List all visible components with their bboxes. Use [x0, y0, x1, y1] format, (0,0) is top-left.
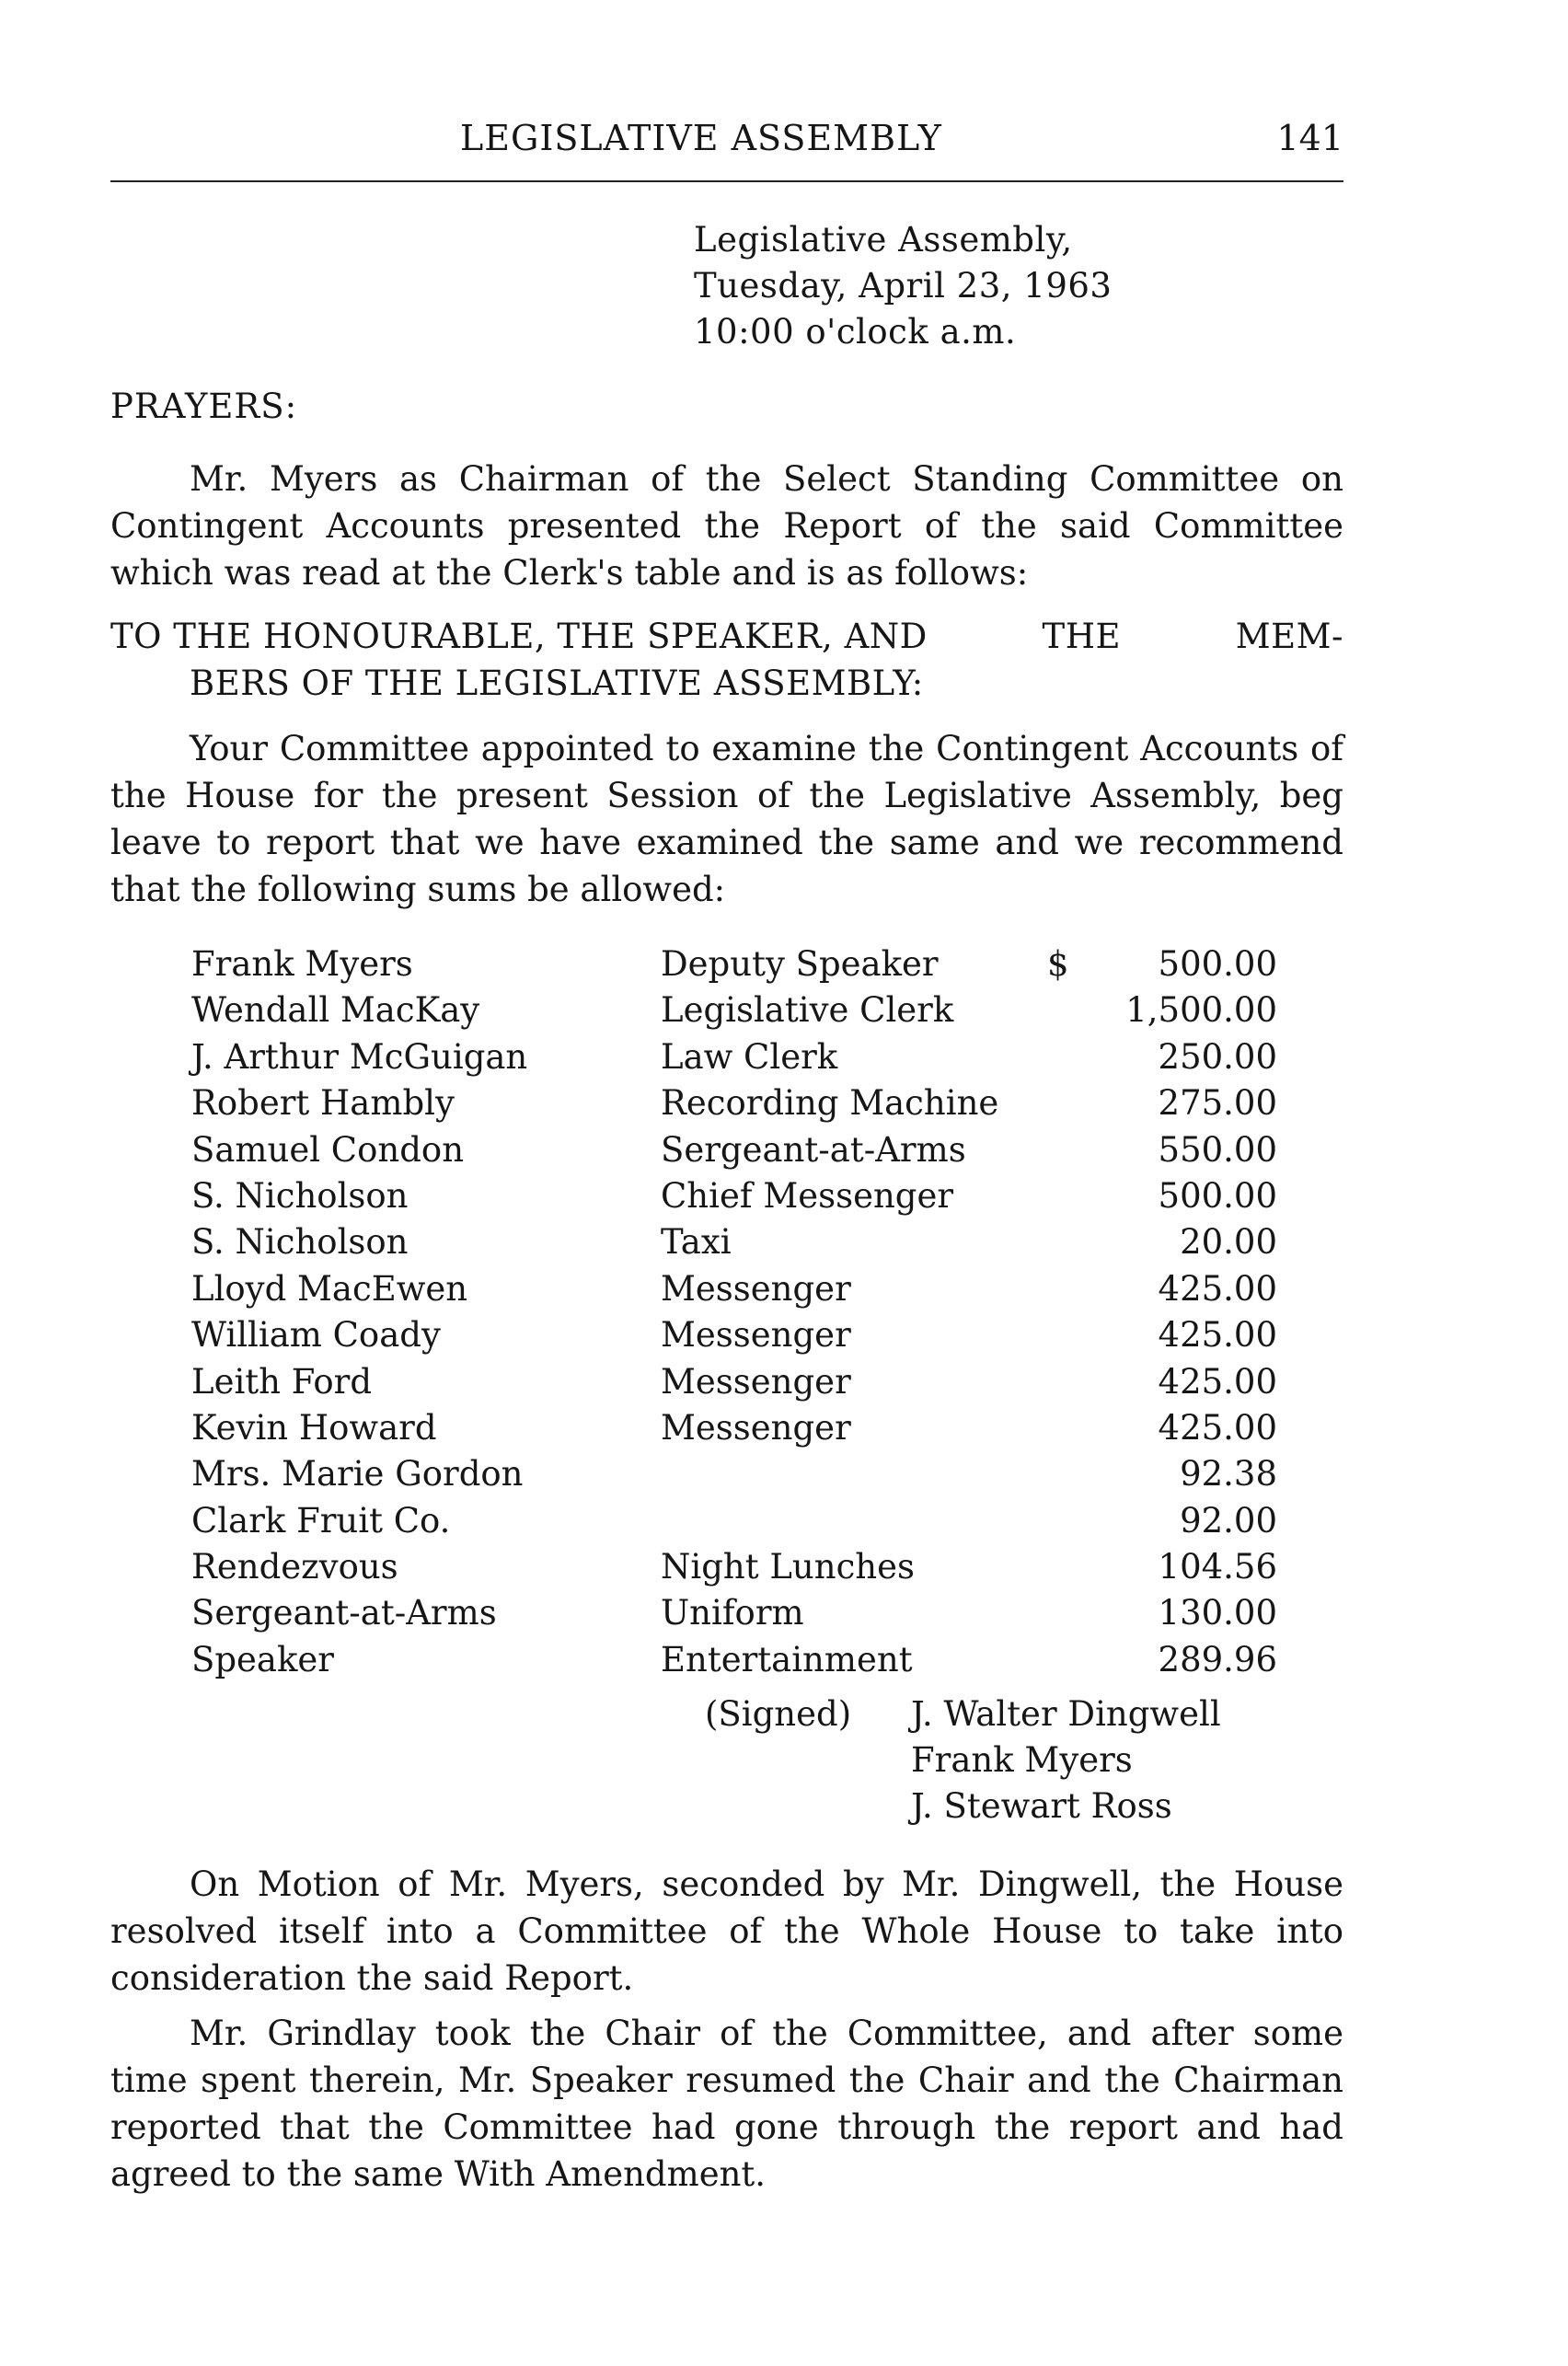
- address-line-2: BERS OF THE LEGISLATIVE ASSEMBLY:: [190, 664, 924, 703]
- account-name: Rendezvous: [191, 1547, 398, 1587]
- address-line-1-part-2: THE: [1042, 617, 1121, 656]
- committee-paragraph: Your Committee appointed to examine the Contingent Accounts of the House for the present Session of the Legislative Assembly, beg leave to report that we have examined the same and we recommend that the following sums be allowed:: [110, 729, 1343, 909]
- address-line-1: [110, 613, 1343, 660]
- account-name: Frank Myers: [191, 944, 413, 984]
- intro-paragraph: Mr. Myers as Chairman of the Select Standing Committee on Contingent Accounts presented the Report of the said Committee which was read at the Clerk's table and is as follows:: [110, 459, 1343, 593]
- account-row: [191, 1544, 1277, 1590]
- account-row: [191, 1080, 1277, 1126]
- account-currency: [1047, 987, 1102, 1033]
- account-row: [191, 1034, 1277, 1080]
- account-role: Uniform: [661, 1593, 804, 1633]
- account-amount: 104.56: [1158, 1547, 1277, 1587]
- account-row: [191, 941, 1277, 987]
- account-currency: [1047, 1590, 1102, 1636]
- account-currency: $: [1047, 944, 1069, 984]
- account-currency: [1047, 1127, 1102, 1173]
- account-name: S. Nicholson: [191, 1175, 409, 1216]
- account-amount: 92.00: [1180, 1500, 1277, 1541]
- account-name: Clark Fruit Co.: [191, 1500, 451, 1541]
- signature-row: [705, 1691, 1221, 1737]
- account-name: Leith Ford: [191, 1361, 373, 1402]
- account-amount: 289.96: [1158, 1639, 1277, 1679]
- account-amount: 425.00: [1158, 1407, 1277, 1448]
- account-amount: 20.00: [1180, 1222, 1277, 1263]
- account-row: [191, 1173, 1277, 1219]
- account-amount: 500.00: [1158, 1175, 1277, 1216]
- account-role: Sergeant-at-Arms: [661, 1129, 966, 1170]
- account-row: [191, 1498, 1277, 1544]
- running-head: LEGISLATIVE ASSEMBLY: [460, 118, 942, 158]
- account-row: [191, 1312, 1277, 1358]
- address-heading: [110, 613, 1343, 707]
- motion-paragraph: On Motion of Mr. Myers, seconded by Mr. Dingwell, the House resolved itself into a Committee of the Whole House to take into consideration the said Report.: [110, 1864, 1343, 1998]
- account-row: [191, 1451, 1277, 1497]
- signatory-name: Frank Myers: [911, 1740, 1133, 1780]
- page-number: 141: [1276, 118, 1343, 158]
- dateline-time: 10:00 o'clock a.m.: [694, 312, 1017, 352]
- account-amount: 425.00: [1158, 1268, 1277, 1309]
- account-role: Chief Messenger: [661, 1175, 954, 1216]
- account-currency: [1047, 1544, 1102, 1590]
- account-role: Legislative Clerk: [661, 990, 954, 1031]
- account-amount: 92.38: [1180, 1454, 1277, 1495]
- account-amount: 550.00: [1158, 1129, 1277, 1170]
- signed-label: (Signed): [705, 1694, 852, 1734]
- account-name: Speaker: [191, 1639, 334, 1679]
- account-role: Entertainment: [661, 1639, 913, 1679]
- account-amount: 250.00: [1158, 1036, 1277, 1077]
- account-currency: [1047, 1451, 1102, 1497]
- address-line-1-part-1: TO THE HONOURABLE, THE SPEAKER, AND: [110, 617, 928, 656]
- account-row: [191, 1127, 1277, 1173]
- account-role: Taxi: [661, 1222, 732, 1263]
- account-role: Deputy Speaker: [661, 944, 939, 984]
- accounts-table-body: [191, 941, 1277, 1683]
- account-currency: [1047, 1312, 1102, 1358]
- account-row: [191, 1590, 1277, 1636]
- account-currency: [1047, 1266, 1102, 1312]
- account-currency: [1047, 1034, 1102, 1080]
- account-role: Messenger: [661, 1407, 851, 1448]
- account-role: Night Lunches: [661, 1547, 916, 1587]
- signatory-name: J. Stewart Ross: [911, 1786, 1172, 1826]
- account-row: [191, 1405, 1277, 1451]
- account-row: [191, 1359, 1277, 1405]
- header-rule: [110, 180, 1343, 182]
- account-name: Mrs. Marie Gordon: [191, 1454, 524, 1495]
- account-name: Lloyd MacEwen: [191, 1268, 468, 1309]
- dateline: [694, 217, 1112, 355]
- account-amount: 425.00: [1158, 1315, 1277, 1356]
- account-name: William Coady: [191, 1315, 441, 1356]
- account-role: [661, 1498, 1047, 1544]
- account-amount: 425.00: [1158, 1361, 1277, 1402]
- account-currency: [1047, 1359, 1102, 1405]
- account-amount: 500.00: [1158, 944, 1277, 984]
- account-row: [191, 987, 1277, 1033]
- account-name: Robert Hambly: [191, 1083, 455, 1124]
- account-role: Messenger: [661, 1315, 851, 1356]
- account-currency: [1047, 1637, 1102, 1683]
- account-role: Messenger: [661, 1361, 851, 1402]
- accounts-table: [191, 941, 1277, 1683]
- account-name: J. Arthur McGuigan: [191, 1036, 528, 1077]
- account-amount: 130.00: [1158, 1593, 1277, 1633]
- account-currency: [1047, 1405, 1102, 1451]
- account-role: [661, 1451, 1047, 1497]
- account-row: [191, 1266, 1277, 1312]
- account-currency: [1047, 1498, 1102, 1544]
- account-amount: 275.00: [1158, 1083, 1277, 1124]
- chair-paragraph: Mr. Grindlay took the Chair of the Committee, and after some time spent therein, Mr. Speaker resumed the Chair and the Chairman reported that the Committee had gone through the report and had agreed to the same With Amendment.: [110, 2014, 1343, 2194]
- account-name: S. Nicholson: [191, 1222, 409, 1263]
- account-currency: [1047, 1173, 1102, 1219]
- account-name: Samuel Condon: [191, 1129, 465, 1170]
- account-amount: 1,500.00: [1125, 990, 1277, 1031]
- page-header: [110, 118, 1343, 166]
- account-role: Recording Machine: [661, 1083, 999, 1124]
- account-row: [191, 1637, 1277, 1683]
- account-name: Sergeant-at-Arms: [191, 1593, 497, 1633]
- prayers-heading: PRAYERS:: [110, 387, 298, 426]
- account-row: [191, 1219, 1277, 1265]
- signature-block: [705, 1691, 1221, 1829]
- account-name: Wendall MacKay: [191, 990, 480, 1031]
- account-role: Law Clerk: [661, 1036, 838, 1077]
- address-line-1-part-3: MEM-: [1235, 617, 1343, 656]
- account-currency: [1047, 1219, 1102, 1265]
- account-currency: [1047, 1080, 1102, 1126]
- account-role: Messenger: [661, 1268, 851, 1309]
- dateline-date: Tuesday, April 23, 1963: [694, 266, 1113, 306]
- dateline-place: Legislative Assembly,: [694, 220, 1073, 260]
- account-name: Kevin Howard: [191, 1407, 437, 1448]
- signatory-name: J. Walter Dingwell: [911, 1694, 1221, 1734]
